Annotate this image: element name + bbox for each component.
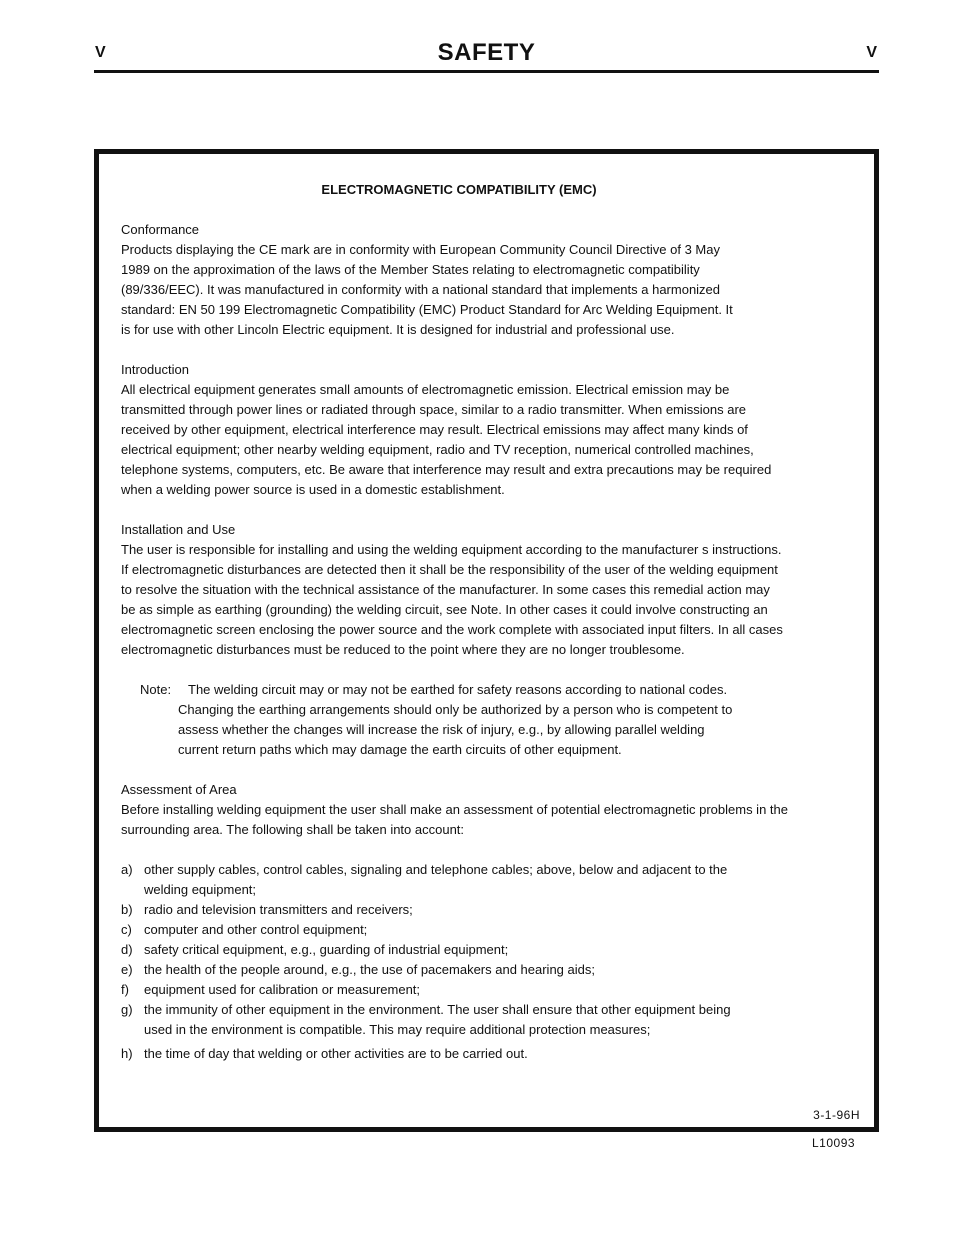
note-block [121,680,821,760]
note-line: current return paths which may damage the earth circuits of other equipment. [178,742,622,757]
list-item-line: safety critical equipment, e.g., guarding of industrial equipment; [144,942,509,957]
list-item [121,980,821,1000]
page-marker-right: V [866,44,877,61]
page-header [94,38,879,73]
list-marker: h) [121,1046,133,1061]
conformance-line: is for use with other Lincoln Electric equipment. It is designed for industrial and professional use. [121,322,675,337]
conformance-line: 1989 on the approximation of the laws of the Member States relating to electromagnetic compatibility [121,262,700,277]
note-line: assess whether the changes will increase the risk of injury, e.g., by allowing parallel welding [178,722,705,737]
note-label: Note: [140,682,172,697]
assessment-line: surrounding area. The following shall be taken into account: [121,822,465,837]
conformance-title: Conformance [121,222,200,237]
list-item-line: other supply cables, control cables, signaling and telephone cables; above, below and adjacent to the [144,862,728,877]
list-item-line: computer and other control equipment; [144,922,368,937]
installation-line: The user is responsible for installing and using the welding equipment according to the manufacturer s instructions. [121,542,782,557]
list-item-line: the health of the people around, e.g., the use of pacemakers and hearing aids; [144,962,595,977]
conformance-line: standard: EN 50 199 Electromagnetic Compatibility (EMC) Product Standard for Arc Welding Equipment. It [121,302,733,317]
installation-line: If electromagnetic disturbances are detected then it shall be the responsibility of the user of the welding equipment [121,562,778,577]
introduction-line: electrical equipment; other nearby welding equipment, radio and TV reception, numerical controlled machines, [121,442,754,457]
list-item [121,900,821,920]
installation-line: electromagnetic screen enclosing the power source and the work complete with associated input filters. In all cases [121,622,783,637]
note-first-line [140,680,821,700]
list-item-line: the time of day that welding or other activities are to be carried out. [144,1046,528,1061]
installation-line: be as simple as earthing (grounding) the welding circuit, see Note. In other cases it could involve constructing an [121,602,768,617]
installation-title: Installation and Use [121,522,236,537]
list-item [121,860,821,900]
assessment-paragraph [121,800,821,840]
emc-heading: ELECTROMAGNETIC COMPATIBILITY (EMC) [321,182,597,197]
introduction-title: Introduction [121,362,189,377]
list-item-line: equipment used for calibration or measurement; [144,982,421,997]
list-item-line: the immunity of other equipment in the environment. The user shall ensure that other equipment being [144,1002,731,1017]
revision-date-code: 3-1-96H [813,1108,860,1122]
list-item [121,920,821,940]
installation-line: to resolve the situation with the technical assistance of the manufacturer. In some cases this remedial action may [121,582,770,597]
list-item [121,1044,821,1064]
conformance-line: Products displaying the CE mark are in conformity with European Community Council Directive of 3 May [121,242,720,257]
list-marker: f) [121,982,129,997]
list-item-line: welding equipment; [144,882,257,897]
list-item [121,1000,821,1040]
list-item-line: radio and television transmitters and receivers; [144,902,413,917]
introduction-line: received by other equipment, electrical interference may result. Electrical emissions may affect many kinds of [121,422,748,437]
introduction-line: when a welding power source is used in a domestic establishment. [121,482,505,497]
emc-content [121,154,821,1064]
list-item-line: used in the environment is compatible. This may require additional protection measures; [144,1022,651,1037]
note-text: The welding circuit may or may not be earthed for safety reasons according to national codes. [188,682,728,697]
introduction-line: transmitted through power lines or radiated through space, similar to a radio transmitter. When emissions are [121,402,747,417]
list-marker: b) [121,902,133,917]
list-marker: c) [121,922,132,937]
note-line: Changing the earthing arrangements should only be authorized by a person who is competent to [178,702,733,717]
emc-notice-box [94,149,879,1132]
installation-paragraph [121,540,821,660]
page-marker-left: V [95,44,106,61]
list-item [121,960,821,980]
introduction-paragraph [121,380,821,500]
page-code: L10093 [812,1136,856,1150]
introduction-line: telephone systems, computers, etc. Be aware that interference may result and extra precautions may be required [121,462,772,477]
list-item [121,940,821,960]
conformance-line: (89/336/EEC). It was manufactured in conformity with a national standard that implements a harmonized [121,282,721,297]
assessment-line: Before installing welding equipment the user shall make an assessment of potential electromagnetic problems in the [121,802,788,817]
assessment-list [121,860,821,1064]
assessment-title: Assessment of Area [121,782,237,797]
list-marker: e) [121,962,133,977]
installation-line: electromagnetic disturbances must be reduced to the point where they are no longer troublesome. [121,642,685,657]
conformance-paragraph [121,240,821,340]
page-title: SAFETY [437,39,536,66]
list-marker: d) [121,942,133,957]
list-marker: g) [121,1002,133,1017]
introduction-line: All electrical equipment generates small amounts of electromagnetic emission. Electrical emission may be [121,382,730,397]
list-marker: a) [121,862,133,877]
